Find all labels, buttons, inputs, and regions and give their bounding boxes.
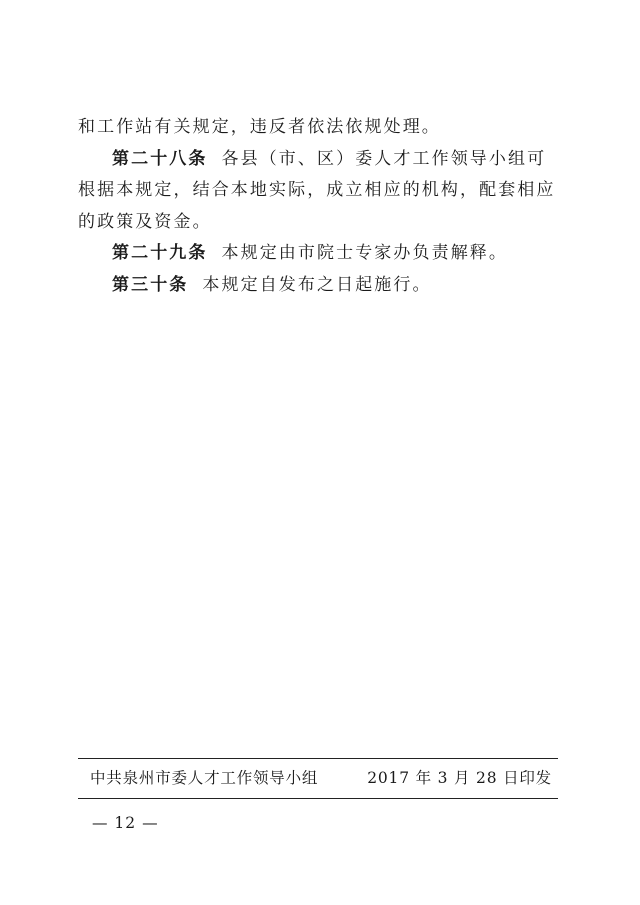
article-28-number: 第二十八条 — [112, 148, 208, 169]
continuation-paragraph: 和工作站有关规定，违反者依法依规处理。 — [78, 117, 441, 137]
article-29-text: 本规定由市院士专家办负责解释。 — [221, 243, 508, 263]
imprint-line — [90, 766, 552, 790]
page-number: — 12 — — [92, 814, 159, 832]
footer-bottom-rule — [78, 798, 558, 799]
article-28 — [78, 144, 558, 239]
document-body — [78, 112, 558, 301]
article-30 — [78, 270, 558, 302]
article-30-number: 第三十条 — [112, 274, 189, 295]
footer-top-rule — [78, 758, 558, 759]
article-30-text: 本规定自发布之日起施行。 — [202, 274, 432, 295]
issuer-name: 中共泉州市委人才工作领导小组 — [90, 769, 319, 787]
issue-date: 2017 年 3 月 28 日印发 — [367, 769, 552, 787]
article-29-number: 第二十九条 — [112, 243, 208, 263]
article-29 — [78, 238, 558, 270]
article-28-text: 各县（市、区）委人才工作领导小组可根据本规定，结合本地实际，成立相应的机构，配套相应的政策及资金。 — [78, 148, 556, 232]
